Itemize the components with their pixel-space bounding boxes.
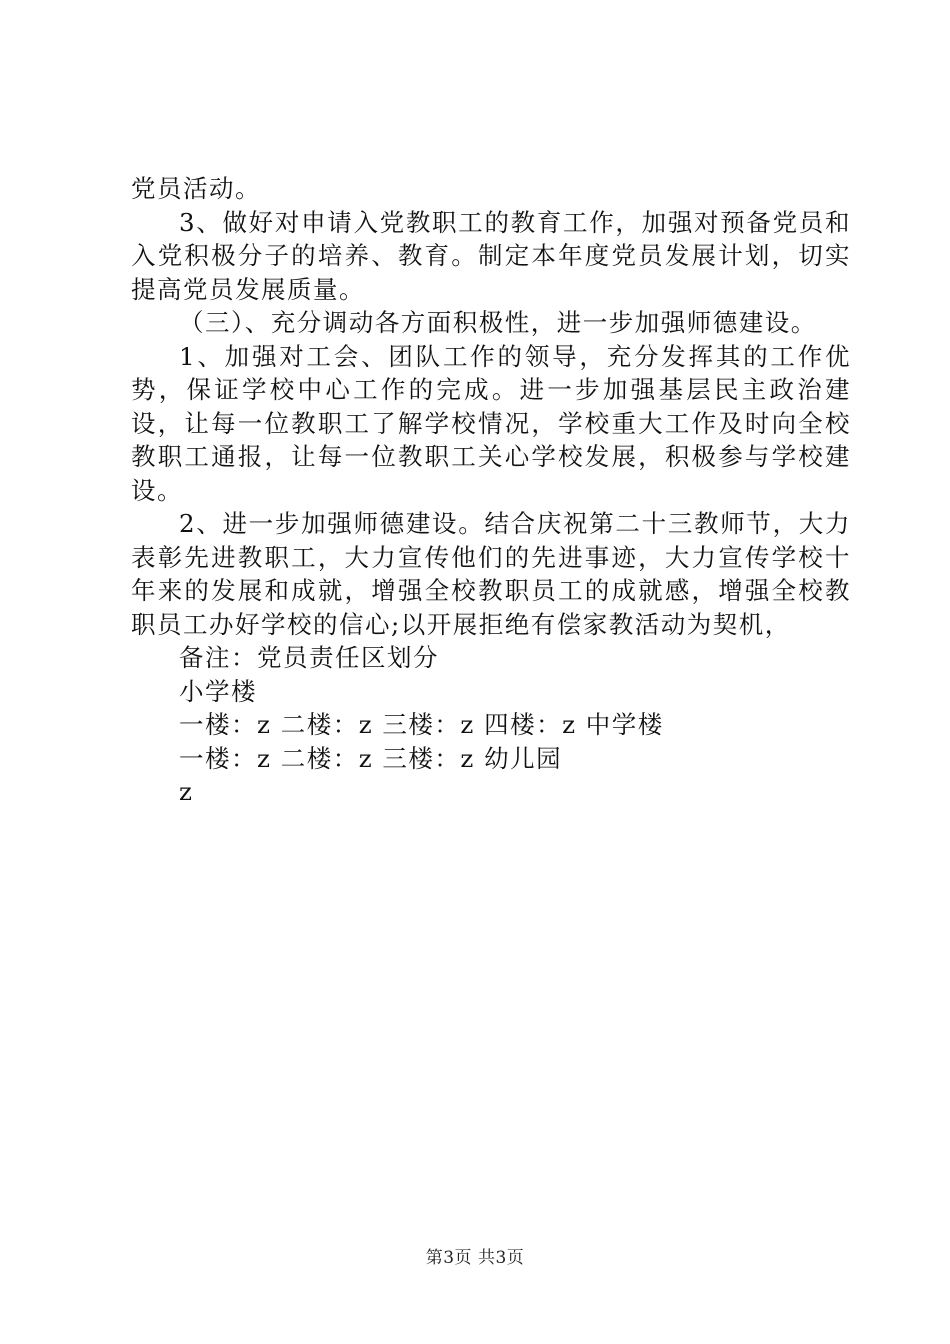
paragraph-item-1: 1、加强对工会、团队工作的领导，充分发挥其的工作优势，保证学校中心工作的完成。进一步加强基层民主政治建设，让每一位教职工了解学校情况，学校重大工作及时向全校教职工通报，让每一位教职工关心学校发展，积极参与学校建设。	[131, 341, 851, 505]
floor-list-primary: 一楼：z 二楼：z 三楼：z 四楼：z 中学楼	[179, 710, 664, 739]
floor-list-middle: 一楼：z 二楼：z 三楼：z 幼儿园	[179, 743, 563, 773]
page-number-footer: 第3页 共3页	[425, 1248, 525, 1268]
document-body	[131, 172, 851, 809]
building-primary-school: 小学楼	[179, 676, 257, 706]
paragraph-continuation: 党员活动。	[131, 174, 261, 203]
note-heading: 备注：党员责任区划分	[179, 643, 439, 672]
paragraph-item-2: 2、进一步加强师德建设。结合庆祝第二十三教师节，大力表彰先进教职工，大力宣传他们的先进事迹，大力宣传学校十年来的发展和成就，增强全校教职员工的成就感，增强全校教职员工办好学校的信心;以开展拒绝有偿家教活动为契机，	[131, 509, 851, 639]
paragraph-item-3: 3、做好对申请入党教职工的教育工作，加强对预备党员和入党积极分子的培养、教育。制定本年度党员发展计划，切实提高党员发展质量。	[131, 207, 851, 304]
floor-list-kindergarten: z	[179, 777, 194, 806]
section-heading-3: （三）、充分调动各方面积极性，进一步加强师德建设。	[179, 308, 817, 337]
